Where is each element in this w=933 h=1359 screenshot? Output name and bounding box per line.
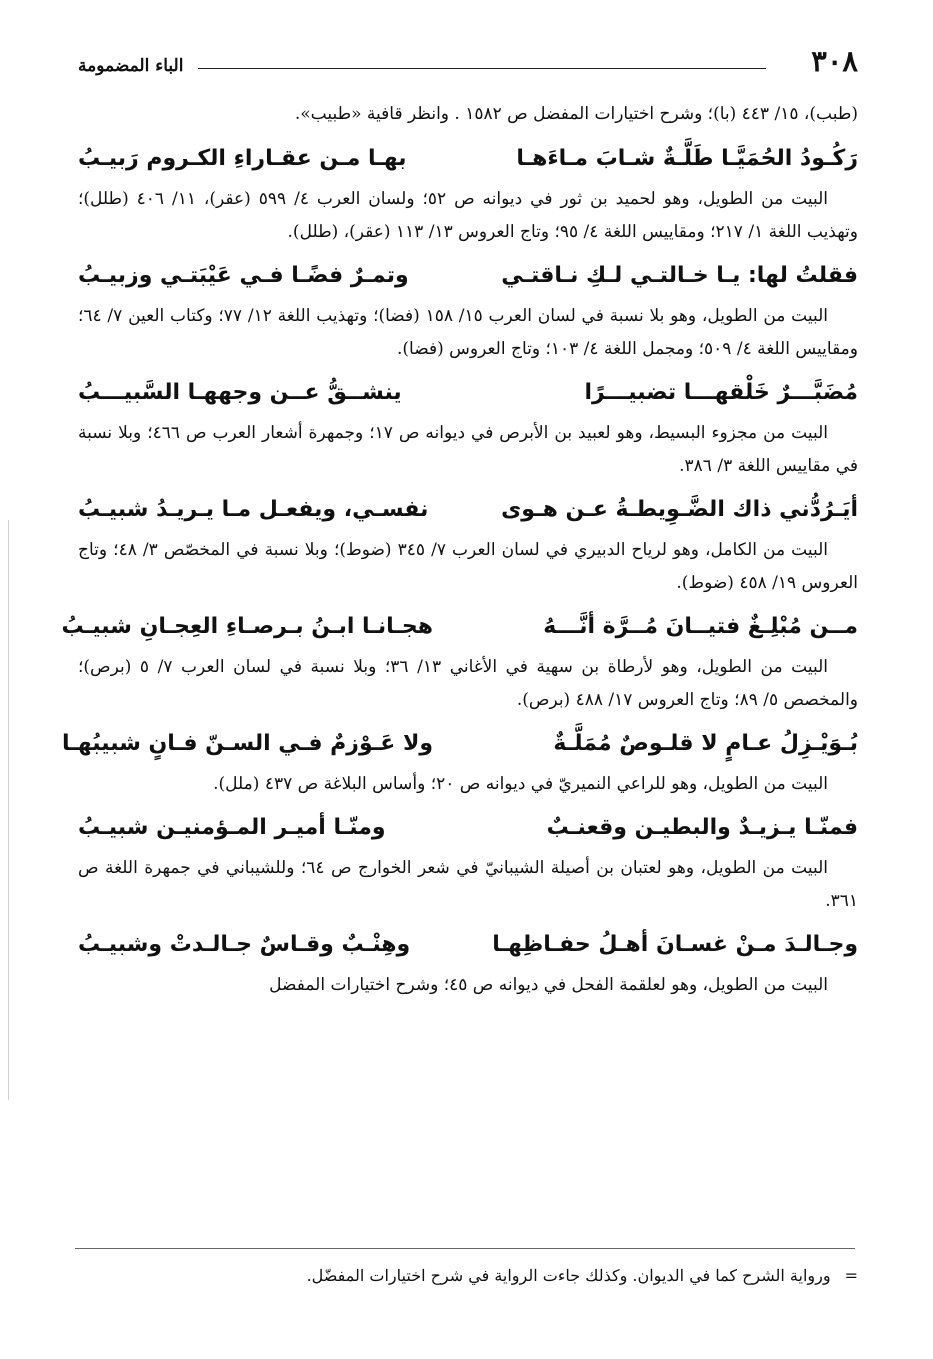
second-hemistich: وتمـرٌ فضًـا فـي عَيْبَتـي وزبيـبُ <box>78 263 409 288</box>
intro-text: (طبب)، ١٥/ ٤٤٣ (با)؛ وشرح اختيارات المفضل ص ١٥٨٢ . وانظر قافية «طبيب». <box>294 104 858 124</box>
first-hemistich: بُـوَيْـزِلُ عـامٍ لا قلـوصٌ مُمَلَّـةٌ <box>553 731 858 756</box>
second-hemistich: نفسـي، ويفعـل مـا يـريـدُ شبيـبُ <box>78 497 429 522</box>
page-body <box>61 98 858 1007</box>
first-hemistich: فمنّـا يـزيـدٌ والبطيـن وقعنـبٌ <box>546 815 858 840</box>
verse-entry-2 <box>78 254 858 366</box>
footnote-text: ورواية الشرح كما في الديوان. وكذلك جاءت الرواية في شرح اختيارات المفضّل. <box>306 1266 831 1285</box>
verse-line <box>78 371 858 417</box>
verse-commentary: البيت من الطويل، وهو لحميد بن ثور في ديوانه ص ٥٢؛ ولسان العرب ٤/ ٥٩٩ (عقر)، ١١/ ٤٠٦ (طلل)؛ وتهذيب اللغة ١/ ٢١٧؛ ومقاييس اللغة ٤/ ٩٥؛ وتاج العروس ١٣/ ١١٣ (عقر)، (طلل). <box>78 189 858 242</box>
verse-commentary: البيت من الكامل، وهو لرياح الدبيري في لسان العرب ٧/ ٣٤٥ (ضوط)؛ وبلا نسبة في المخصّص ٣/ ٤٨؛ وتاج العروس ١٩/ ٤٥٨ (ضوط). <box>78 540 858 593</box>
verse-line <box>78 806 858 852</box>
verse-entry-6 <box>61 722 858 801</box>
verse-entry-7 <box>78 806 858 918</box>
verse-entry-1 <box>78 137 858 249</box>
first-hemistich: أيَـرُدُّني ذاك الضَّـوِيطـةُ عـن هـوى <box>501 497 858 522</box>
verse-entry-8 <box>78 923 858 1002</box>
footnote-continuation-mark: = <box>844 1266 858 1285</box>
page-number: ٣٠٨ <box>811 44 858 78</box>
page-header <box>78 44 858 80</box>
verse-line <box>78 254 858 300</box>
verse-commentary: البيت من الطويل، وهو لعتبان بن أصيلة الشيبانيّ في شعر الخوارج ص ٦٤؛ وللشيباني في جمهرة اللغة ص ٣٦١. <box>78 858 858 911</box>
verse-entry-5 <box>61 605 858 717</box>
verse-line <box>78 488 858 534</box>
verse-line <box>78 137 858 183</box>
first-hemistich: مــن مُبْلِـغٌ فتيــانَ مُــرَّة أنَّـــهُ <box>543 614 858 639</box>
first-hemistich: رَكُـودُ الحُمَيَّـا طَلَّـةٌ شـابَ مـاءَهـا <box>516 146 858 171</box>
verse-entry-3 <box>78 371 858 483</box>
verse-line <box>61 722 858 768</box>
verse-commentary: البيت من مجزوء البسيط، وهو لعبيد بن الأبرص في ديوانه ص ١٧؛ وجمهرة أشعار العرب ص ٤٦٦؛ وبلا نسبة في مقاييس اللغة ٣/ ٣٨٦. <box>78 423 858 476</box>
footnote-separator <box>75 1248 855 1249</box>
second-hemistich: ولا عَـوْزمٌ فـي السـنّ فـانٍ شبيبُهـا <box>61 731 433 756</box>
footnote <box>78 1262 858 1290</box>
verse-commentary: البيت من الطويل، وهو لعلقمة الفحل في ديوانه ص ٤٥؛ وشرح اختيارات المفضل <box>269 975 828 995</box>
second-hemistich: هجـانـا ابـنُ بـرصـاءِ العِجـانِ شبيـبُ <box>61 614 433 639</box>
second-hemistich: وهِنْـبٌ وقـاسٌ جـالـدتْ وشبيـبُ <box>78 932 411 957</box>
second-hemistich: ينشــقُّ عــن وجههـا السَّبيـــبُ <box>78 380 402 405</box>
verse-entry-4 <box>78 488 858 600</box>
running-title: الباء المضمومة <box>78 56 184 76</box>
first-hemistich: مُضَبَّـــرٌ خَلْقهـــا تضبيـــرًا <box>584 380 858 405</box>
verse-commentary: البيت من الطويل، وهو بلا نسبة في لسان العرب ١٥/ ١٥٨ (فضا)؛ وتهذيب اللغة ١٢/ ٧٧؛ وكتاب العين ٧/ ٦٤؛ ومقاييس اللغة ٤/ ٥٠٩؛ ومجمل اللغة ٤/ ١٠٣؛ وتاج العروس (فضا). <box>78 306 858 359</box>
second-hemistich: بهـا مـن عقـاراءِ الكـروم رَبيـبُ <box>78 146 407 171</box>
verse-line <box>61 605 858 651</box>
verse-commentary: البيت من الطويل، وهو لأرطاة بن سهية في الأغاني ١٣/ ٣٦؛ وبلا نسبة في لسان العرب ٧/ ٥ (برص)؛ والمخصص ٥/ ٨٩؛ وتاج العروس ١٧/ ٤٨٨ (برص). <box>78 657 858 710</box>
second-hemistich: ومنّـا أميـر المـؤمنيـن شبيـبُ <box>78 815 386 840</box>
verse-line <box>78 923 858 969</box>
first-hemistich: فقلتُ لها: يـا خـالتـي لـكِ نـاقتـي <box>501 263 858 288</box>
scan-gutter-line <box>8 520 9 1100</box>
header-rule <box>198 68 766 69</box>
verse-commentary: البيت من الطويل، وهو للراعي النميريّ في ديوانه ص ٢٠؛ وأساس البلاغة ص ٤٣٧ (ملل). <box>213 774 828 794</box>
first-hemistich: وجـالـدَ مـنْ غسـانَ أهـلُ حفـاظِهـا <box>492 932 858 957</box>
